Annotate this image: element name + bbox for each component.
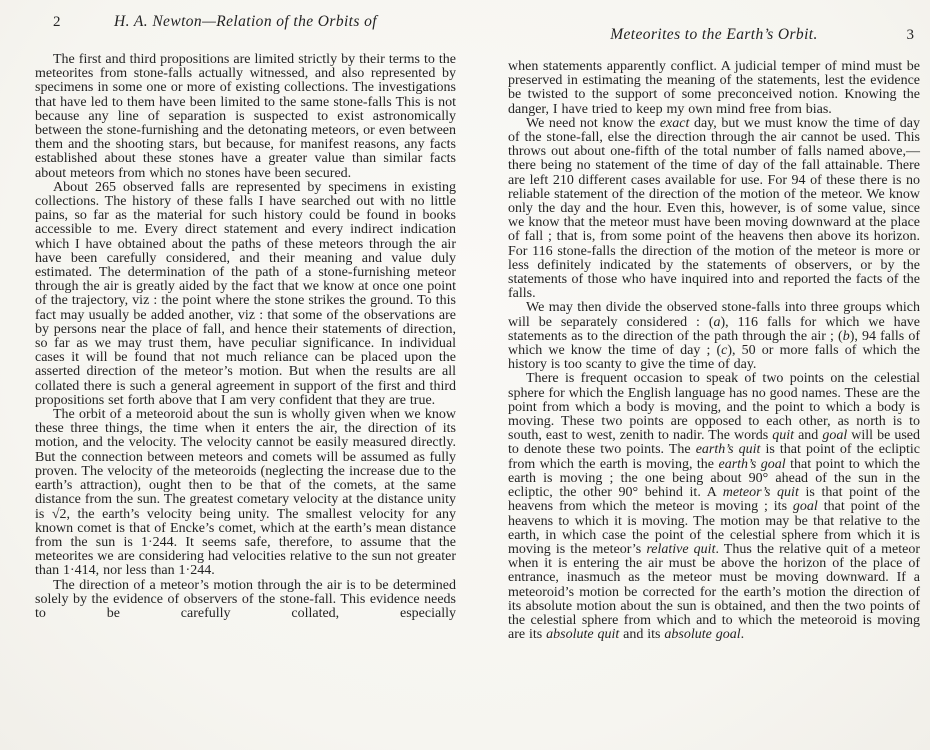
text-run: The first and third propositions are limited strictly by their terms to the meteorites from stone-falls actually witnessed, and also represented by specimens in some one or more of existing collections. The investigations that have led to them have been limited to the same stone-falls This is not because any line of separation is suspected to exist astronomically between the stone-furnishing and the detonating meteors, or even between them and the shooting stars, but because, for manifest reasons, any facts established about these stones have a greater value than similar facts about meteors from which no stones have been secured.	[35, 52, 456, 181]
page-3-body	[508, 60, 920, 642]
italic-term: goal	[822, 428, 848, 444]
page-number-left: 2	[53, 14, 61, 30]
italic-term: earth’s goal	[718, 456, 786, 472]
text-run: There is frequent occasion to speak of two points on the celestial sphere for which the English language has no good names. These are the point from which a body is moving, and the point to which a body is moving. These two points are opposed to each other, as north is to south, east to west, zenith to nadir. The words	[508, 371, 920, 444]
page-3-header	[508, 26, 920, 48]
italic-term: meteor’s quit	[722, 485, 799, 501]
italic-term: b	[842, 328, 850, 344]
text-run: and	[794, 428, 823, 444]
page-2	[35, 0, 456, 750]
text-run: We may then divide the observed stone-falls into three groups which will be separately considered : (	[508, 300, 920, 330]
text-run: ), 94 falls of which we know the time of day ; (	[508, 328, 920, 359]
italic-term: goal	[792, 499, 818, 515]
italic-term: exact	[659, 115, 690, 131]
page-number-right: 3	[906, 27, 914, 43]
paragraph	[35, 408, 456, 578]
paragraph	[508, 60, 920, 117]
text-run: will be used to denote these two points. The	[508, 428, 920, 458]
text-run: ), 116 falls for which we have statements as to the direction of the path through the air ; (	[508, 314, 921, 344]
paragraph	[508, 301, 920, 372]
paragraph	[35, 53, 456, 181]
italic-term: quit	[772, 428, 795, 444]
text-run: that point to which the earth is moving ; the one being about 90° ahead of the sun in the ecliptic, the other 90° behind it. A	[508, 456, 920, 501]
page-2-header	[35, 13, 456, 35]
text-run: and its	[619, 627, 665, 643]
text-run: that point of the heavens to which it is moving. The motion may be that relative to the earth, in which case the point of the celestial sphere from which it is moving is the meteor’s	[508, 499, 920, 557]
paragraph	[35, 181, 456, 408]
italic-term: relative quit	[646, 541, 716, 557]
italic-term: c	[721, 343, 728, 359]
italic-term: absolute quit	[546, 627, 620, 643]
paragraph	[35, 579, 456, 622]
text-run: when statements apparently conflict. A judicial temper of mind must be preserved in estimating the meaning of the statements, lest the evidence be twisted to the support of some preconceived notion. Knowing the danger, I have tried to keep my own mind free from bias.	[508, 59, 920, 117]
text-run: .	[740, 627, 745, 643]
paragraph	[508, 117, 920, 302]
running-head-left: H. A. Newton—Relation of the Orbits of	[114, 13, 377, 30]
text-run: . Thus the relative quit of a meteor when it is entering the air must be above the horizon of the place of entrance, inasmuch as the meteor must be moving downward. If a meteoroid’s motion be corrected for the earth’s motion the direction of its absolute motion about the sun is obtained, and then the two points of the celestial sphere from which and to which the meteoroid is moving are its	[508, 541, 920, 643]
page-2-body	[35, 53, 456, 621]
text-run: is that point of the ecliptic from which the earth is moving, the	[508, 442, 920, 472]
text-run: is that point of the heavens from which the meteor is moving ; its	[508, 485, 920, 515]
italic-term: absolute goal	[664, 627, 741, 643]
italic-term: earth’s quit	[695, 442, 761, 458]
text-run: About 265 observed falls are represented by specimens in existing collections. The history of these falls I have searched out with no little pains, so far as the material for such history could be found in books accessible to me. Every direct statement and every indirect indication which I have obtained about the paths of these meteors through the air have been carefully considered, and their meaning and value duly estimated. The determination of the path of a stone-furnishing meteor through the air is greatly aided by the fact that we know at once one point of the trajectory, viz : the point where the stone strikes the ground. To this fact may usually be added another, viz : that some of the observations are by persons near the place of fall, and hence their statements of direction, so far as we may trust them, have peculiar significance. In individual cases it will be found that not much reliance can be placed upon the asserted direction of the meteor’s motion. But when the results are all collated there is such a general agreement in support of the first and third propositions set forth above that I am very confident that they are true.	[35, 179, 456, 408]
paragraph	[508, 372, 920, 642]
running-head-right: Meteorites to the Earth’s Orbit.	[610, 26, 818, 43]
page-3	[508, 0, 920, 750]
text-run: The orbit of a meteoroid about the sun is wholly given when we know these three things, the time when it enters the air, the direction of its motion, and the velocity. The velocity cannot be easily measured directly. But the connection between meteors and comets will be assumed as fully proven. The velocity of the meteoroids (neglecting the increase due to the earth’s attraction), ought then to be that of the comets, at the same distance from the sun. The greatest cometary velocity at the distance unity is √2, the earth’s velocity being unity. The smallest velocity for any known comet is that of Encke’s comet, which at the earth’s mean distance from the sun is 1·244. It seems safe, therefore, to assume that the meteorites we are considering had velocities relative to the sun not greater than 1·414, nor less than 1·244.	[35, 407, 456, 579]
text-run: The direction of a meteor’s motion through the air is to be determined solely by the evidence of observers of the stone-fall. This evidence needs to be carefully collated, especially	[35, 577, 456, 621]
text-run: ), 50 or more falls of which the history is too scanty to give the time of day.	[508, 343, 920, 373]
text-run: day, but we must know the time of day of the stone-fall, else the direction through the air cannot be used. This throws out about one-fifth of the total number of falls named above,—there being no statement of the time of day of the fall attainable. There are left 210 different cases available for use. For 94 of these there is no reliable statement of the direction of the motion of the meteor. We know only the day and the hour. Even this, however, is of some value, since we know that the meteor must have been moving downward at the place of fall ; that is, from some point of the heavens then above its horizon. For 116 stone-falls the direction of the motion of the meteor is more or less definitely indicated by the statements of observers, or by the statements of those who have inquired into and reported the facts of the falls.	[508, 115, 920, 302]
text-run: We need not know the	[526, 115, 660, 131]
italic-term: a	[713, 314, 721, 330]
